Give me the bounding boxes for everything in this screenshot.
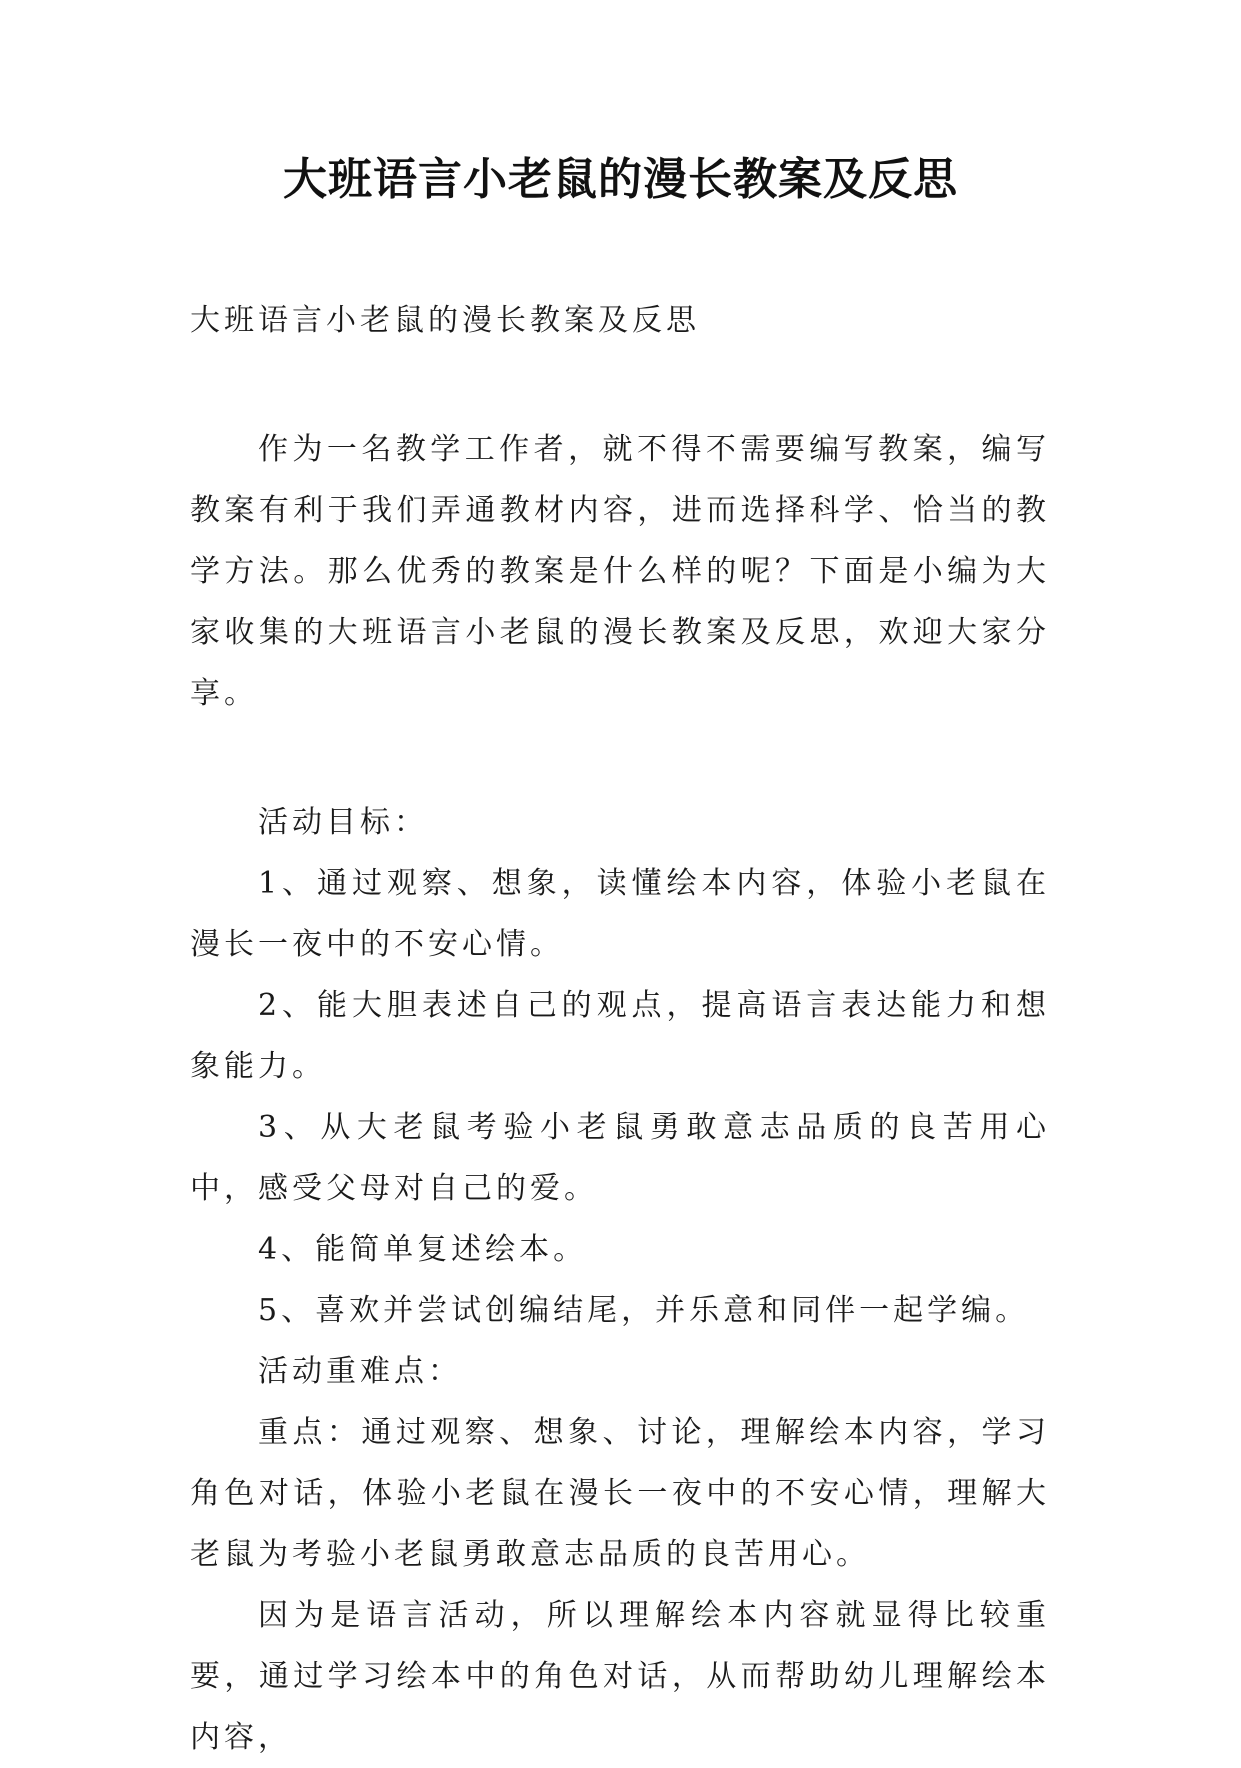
- key-point-paragraph: 重点：通过观察、想象、讨论，理解绘本内容，学习角色对话，体验小老鼠在漫长一夜中的不安心情，理解大老鼠为考验小老鼠勇敢意志品质的良苦用心。: [190, 1415, 1050, 1572]
- intro-paragraph: 作为一名教学工作者，就不得不需要编写教案，编写教案有利于我们弄通教材内容，进而选择科学、恰当的教学方法。那么优秀的教案是什么样的呢？下面是小编为大家收集的大班语言小老鼠的漫长教案及反思，欢迎大家分享。: [190, 432, 1050, 711]
- body-paragraph: 因为是语言活动，所以理解绘本内容就显得比较重要，通过学习绘本中的角色对话，从而帮助幼儿理解绘本内容，: [190, 1598, 1050, 1755]
- document-subtitle: 大班语言小老鼠的漫长教案及反思: [190, 303, 700, 338]
- document-body: [190, 290, 1050, 1768]
- goal-item-3: 3、从大老鼠考验小老鼠勇敢意志品质的良苦用心中，感受父母对自己的爱。: [190, 1110, 1050, 1206]
- goal-item-1: 1、通过观察、想象，读懂绘本内容，体验小老鼠在漫长一夜中的不安心情。: [190, 866, 1050, 962]
- section-heading-key-points: 活动重难点：: [258, 1354, 462, 1389]
- section-heading-goals: 活动目标：: [258, 805, 428, 840]
- goal-item-4: 4、能简单复述绘本。: [258, 1232, 588, 1267]
- document-title: 大班语言小老鼠的漫长教案及反思: [283, 154, 958, 205]
- goal-item-2: 2、能大胆表述自己的观点，提高语言表达能力和想象能力。: [190, 988, 1050, 1084]
- goal-item-5: 5、喜欢并尝试创编结尾，并乐意和同伴一起学编。: [258, 1293, 1030, 1328]
